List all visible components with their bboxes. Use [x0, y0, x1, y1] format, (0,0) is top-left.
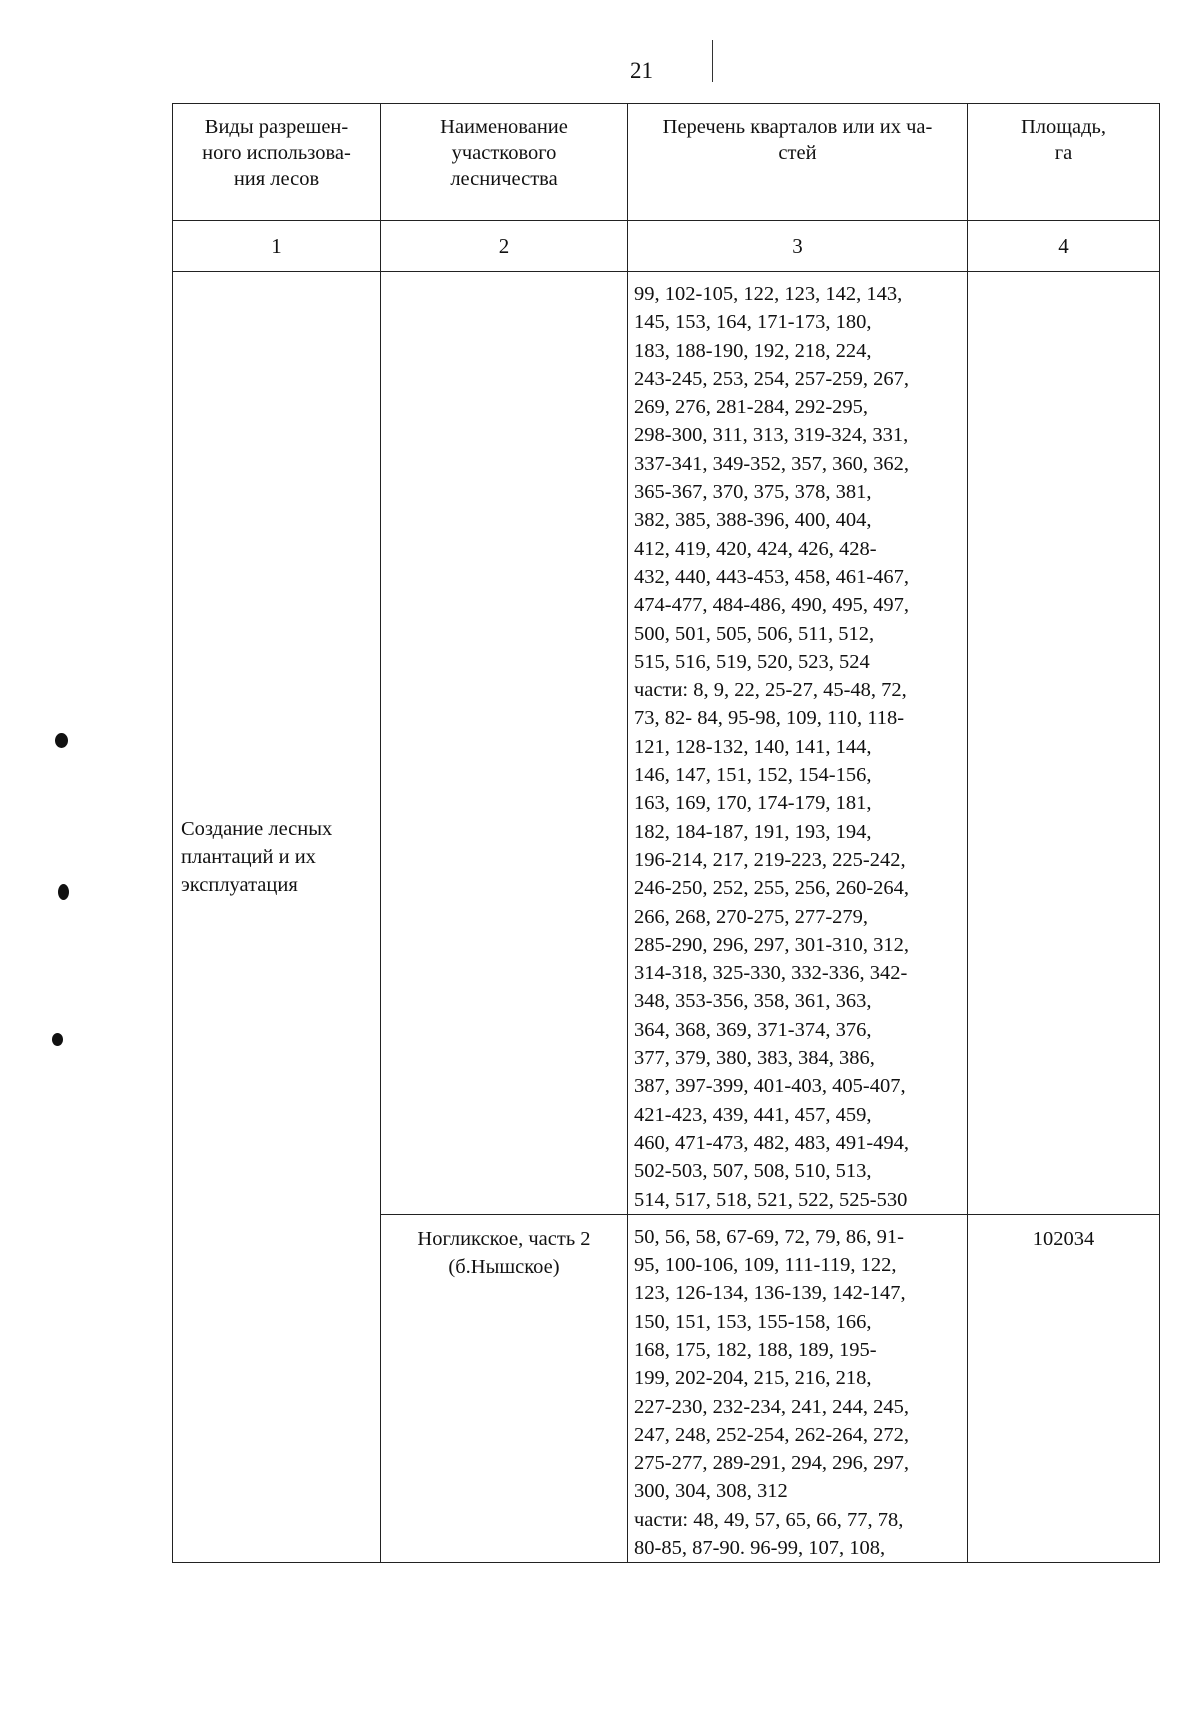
- table-row: [173, 272, 1160, 1215]
- quarter-line: 146, 147, 151, 152, 154-156,: [634, 764, 872, 787]
- column-number: 3: [628, 221, 968, 272]
- header-quarters: [628, 104, 968, 221]
- quarter-line: 121, 128-132, 140, 141, 144,: [634, 735, 872, 758]
- quarter-line: части: 48, 49, 57, 65, 66, 77, 78,: [634, 1508, 904, 1531]
- quarter-line: 50, 56, 58, 67-69, 72, 79, 86, 91-: [634, 1225, 904, 1248]
- quarter-line: 80-85, 87-90. 96-99, 107, 108,: [634, 1537, 886, 1560]
- quarter-line: 227-230, 232-234, 241, 244, 245,: [634, 1395, 910, 1418]
- quarter-line: 300, 304, 308, 312: [634, 1480, 788, 1503]
- quarter-line: 387, 397-399, 401-403, 405-407,: [634, 1075, 906, 1098]
- quarter-line: части: 8, 9, 22, 25-27, 45-48, 72,: [634, 679, 907, 702]
- header-use-type: [173, 104, 381, 221]
- forestry-name: Ногликское, часть 2 (б.Нышское): [417, 1227, 591, 1279]
- scan-speck: [58, 884, 69, 900]
- quarter-line: 182, 184-187, 191, 193, 194,: [634, 820, 872, 843]
- quarter-line: 247, 248, 252-254, 262-264, 272,: [634, 1423, 910, 1446]
- quarter-line: 421-423, 439, 441, 457, 459,: [634, 1103, 872, 1126]
- quarter-line: 348, 353-356, 358, 361, 363,: [634, 990, 872, 1013]
- quarter-line: 314-318, 325-330, 332-336, 342-: [634, 962, 908, 985]
- header-text: Площадь, га: [1020, 116, 1107, 164]
- quarter-line: 266, 268, 270-275, 277-279,: [634, 905, 869, 928]
- quarter-line: 183, 188-190, 192, 218, 224,: [634, 339, 872, 362]
- column-number: 2: [381, 221, 628, 272]
- quarter-line: 123, 126-134, 136-139, 142-147,: [634, 1282, 906, 1305]
- forest-use-table: [172, 103, 1160, 1563]
- quarter-line: 500, 501, 505, 506, 511, 512,: [634, 622, 875, 645]
- quarter-line: 432, 440, 443-453, 458, 461-467,: [634, 565, 910, 588]
- quarter-line: 460, 471-473, 482, 483, 491-494,: [634, 1131, 910, 1154]
- quarter-line: 365-367, 370, 375, 378, 381,: [634, 481, 872, 504]
- scan-speck: [52, 1033, 63, 1046]
- quarter-line: 269, 276, 281-284, 292-295,: [634, 396, 869, 419]
- quarter-line: 298-300, 311, 313, 319-324, 331,: [634, 424, 909, 447]
- forestry-cell: [381, 1214, 628, 1563]
- header-area: [968, 104, 1160, 221]
- quarter-line: 150, 151, 153, 155-158, 166,: [634, 1310, 872, 1333]
- forestry-cell: [381, 272, 628, 1215]
- column-number: 1: [173, 221, 381, 272]
- use-type-cell: [173, 272, 381, 1563]
- quarter-line: 196-214, 217, 219-223, 225-242,: [634, 848, 906, 871]
- quarter-line: 514, 517, 518, 521, 522, 525-530: [634, 1188, 908, 1211]
- quarter-line: 382, 385, 388-396, 400, 404,: [634, 509, 872, 532]
- quarter-line: 515, 516, 519, 520, 523, 524: [634, 650, 870, 673]
- column-number: 4: [968, 221, 1160, 272]
- header-forestry: [381, 104, 628, 221]
- header-rule: [712, 40, 713, 82]
- quarter-line: 275-277, 289-291, 294, 296, 297,: [634, 1452, 910, 1475]
- area-cell: 102034: [968, 1214, 1160, 1563]
- quarter-line: 199, 202-204, 215, 216, 218,: [634, 1367, 872, 1390]
- quarter-line: 243-245, 253, 254, 257-259, 267,: [634, 367, 910, 390]
- header-text: Наименование участкового лесничества: [440, 116, 568, 190]
- quarter-line: 285-290, 296, 297, 301-310, 312,: [634, 933, 910, 956]
- scan-speck: [55, 733, 68, 748]
- header-text: Перечень кварталов или их ча- стей: [662, 116, 933, 164]
- quarter-line: 95, 100-106, 109, 111-119, 122,: [634, 1254, 897, 1277]
- page-number: 21: [630, 58, 653, 83]
- column-number-row: [173, 221, 1160, 272]
- quarter-line: 168, 175, 182, 188, 189, 195-: [634, 1338, 877, 1361]
- header-text: Виды разрешен- ного использова- ния лесов: [202, 116, 351, 190]
- use-type-text: Создание лесных плантаций и их эксплуатация: [181, 817, 333, 897]
- quarter-line: 73, 82- 84, 95-98, 109, 110, 118-: [634, 707, 905, 730]
- quarter-line: 474-477, 484-486, 490, 495, 497,: [634, 594, 910, 617]
- quarter-line: 377, 379, 380, 383, 384, 386,: [634, 1047, 875, 1070]
- header-row: [173, 104, 1160, 221]
- quarter-line: 502-503, 507, 508, 510, 513,: [634, 1160, 872, 1183]
- quarter-line: 412, 419, 420, 424, 426, 428-: [634, 537, 877, 560]
- quarter-line: 337-341, 349-352, 357, 360, 362,: [634, 452, 910, 475]
- quarter-line: 246-250, 252, 255, 256, 260-264,: [634, 877, 910, 900]
- quarters-cell: [628, 272, 968, 1215]
- quarter-line: 163, 169, 170, 174-179, 181,: [634, 792, 872, 815]
- quarters-cell: [628, 1214, 968, 1563]
- quarter-line: 364, 368, 369, 371-374, 376,: [634, 1018, 872, 1041]
- area-cell: [968, 272, 1160, 1215]
- quarter-line: 99, 102-105, 122, 123, 142, 143,: [634, 283, 903, 305]
- quarter-line: 145, 153, 164, 171-173, 180,: [634, 311, 872, 334]
